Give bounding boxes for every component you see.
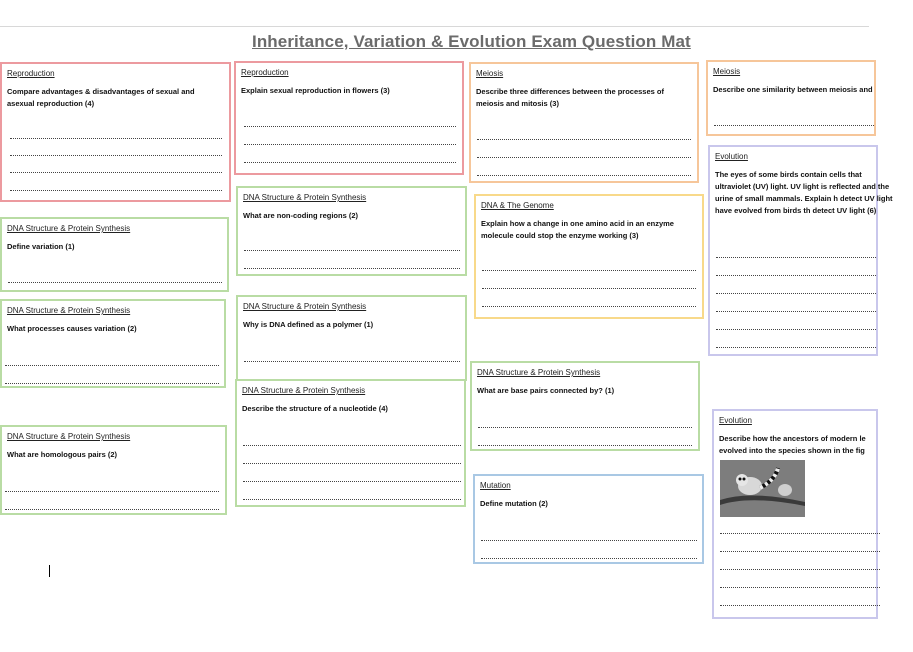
answer-line[interactable] <box>244 144 456 145</box>
answer-line[interactable] <box>10 190 222 191</box>
question-box-homologous-pairs <box>0 425 227 515</box>
answer-line[interactable] <box>720 533 880 534</box>
topic-label: Reproduction <box>241 68 289 77</box>
answer-line[interactable] <box>477 157 691 158</box>
question-text: Describe one similarity between meiosis and <box>713 85 873 94</box>
lemur-photo <box>720 460 805 517</box>
topic-label: Evolution <box>715 152 748 161</box>
answer-line[interactable] <box>8 282 222 283</box>
question-text: Define mutation (2) <box>480 499 548 508</box>
answer-line[interactable] <box>244 162 456 163</box>
question-text: Explain sexual reproduction in flowers (3) <box>241 86 390 95</box>
topic-label: Meiosis <box>713 67 741 76</box>
answer-line[interactable] <box>243 481 461 482</box>
question-box-base-pairs <box>470 361 700 451</box>
question-box-reproduction-flowers <box>234 61 464 175</box>
question-text: Describe the structure of a nucleotide (4) <box>242 404 388 413</box>
question-box-nucleotide <box>235 379 466 507</box>
answer-line[interactable] <box>478 445 692 446</box>
answer-line[interactable] <box>243 445 461 446</box>
question-box-dna-polymer <box>236 295 467 381</box>
topic-label: DNA Structure & Protein Synthesis <box>7 306 131 315</box>
answer-line[interactable] <box>482 270 696 271</box>
question-text: Explain how a change in one amino acid in an enzyme molecule could stop the enzyme working (3) <box>481 219 674 240</box>
answer-line[interactable] <box>5 491 219 492</box>
question-text: What are non-coding regions (2) <box>243 211 359 220</box>
answer-line[interactable] <box>716 329 876 330</box>
text-cursor <box>49 565 50 577</box>
answer-line[interactable] <box>716 347 876 348</box>
topic-label: DNA Structure & Protein Synthesis <box>7 224 131 233</box>
answer-line[interactable] <box>720 569 880 570</box>
answer-line[interactable] <box>716 311 876 312</box>
question-box-meiosis-differences <box>469 62 699 183</box>
answer-line[interactable] <box>243 499 461 500</box>
answer-line[interactable] <box>482 306 696 307</box>
question-box-define-variation <box>0 217 229 292</box>
answer-line[interactable] <box>10 155 222 156</box>
question-text: What are base pairs connected by? (1) <box>477 386 615 395</box>
question-text: Compare advantages & disadvantages of sexual and asexual reproduction (4) <box>7 87 195 108</box>
answer-line[interactable] <box>720 587 880 588</box>
answer-line[interactable] <box>482 288 696 289</box>
topic-label: DNA & The Genome <box>481 201 554 210</box>
page-title: Inheritance, Variation & Evolution Exam Question Mat <box>252 32 691 51</box>
question-text: Describe three differences between the processes of meiosis and mitosis (3) <box>476 87 664 108</box>
topic-label: Evolution <box>719 416 752 425</box>
topic-label: DNA Structure & Protein Synthesis <box>243 193 367 202</box>
answer-line[interactable] <box>10 172 222 173</box>
question-box-processes-variation <box>0 299 226 388</box>
question-box-non-coding-regions <box>236 186 467 276</box>
answer-line[interactable] <box>716 275 876 276</box>
topic-label: DNA Structure & Protein Synthesis <box>477 368 601 377</box>
topic-label: Mutation <box>480 481 511 490</box>
topic-label: DNA Structure & Protein Synthesis <box>242 386 366 395</box>
question-text: The eyes of some birds contain cells that ultraviolet (UV) light. UV light is reflected and the urine of small mammals. Explain h detect UV light have evolved from birds th detect UV light (6) <box>715 170 893 215</box>
question-box-mutation <box>473 474 704 564</box>
answer-line[interactable] <box>481 540 697 541</box>
question-text: What processes causes variation (2) <box>7 324 137 333</box>
answer-line[interactable] <box>716 257 876 258</box>
answer-line[interactable] <box>5 365 219 366</box>
answer-line[interactable] <box>5 509 219 510</box>
question-text: Describe how the ancestors of modern le evolved into the species shown in the fig <box>719 434 866 455</box>
question-box-dna-genome <box>474 194 704 319</box>
answer-line[interactable] <box>477 175 691 176</box>
topic-label: DNA Structure & Protein Synthesis <box>243 302 367 311</box>
answer-line[interactable] <box>10 138 222 139</box>
question-box-reproduction-compare <box>0 62 231 202</box>
answer-line[interactable] <box>716 293 876 294</box>
answer-line[interactable] <box>477 139 691 140</box>
page-top-edge <box>0 26 869 27</box>
answer-line[interactable] <box>244 126 456 127</box>
question-text: What are homologous pairs (2) <box>7 450 118 459</box>
answer-line[interactable] <box>244 268 460 269</box>
answer-line[interactable] <box>244 250 460 251</box>
answer-line[interactable] <box>243 463 461 464</box>
topic-label: DNA Structure & Protein Synthesis <box>7 432 131 441</box>
answer-line[interactable] <box>714 125 874 126</box>
answer-line[interactable] <box>481 558 697 559</box>
question-box-evolution-uv <box>708 145 893 356</box>
answer-line[interactable] <box>5 383 219 384</box>
question-text: Define variation (1) <box>7 242 75 251</box>
question-text: Why is DNA defined as a polymer (1) <box>243 320 374 329</box>
topic-label: Reproduction <box>7 69 55 78</box>
answer-line[interactable] <box>478 427 692 428</box>
answer-line[interactable] <box>720 551 880 552</box>
question-box-meiosis-similarity <box>706 60 876 136</box>
answer-line[interactable] <box>244 361 460 362</box>
answer-line[interactable] <box>720 605 880 606</box>
topic-label: Meiosis <box>476 69 504 78</box>
